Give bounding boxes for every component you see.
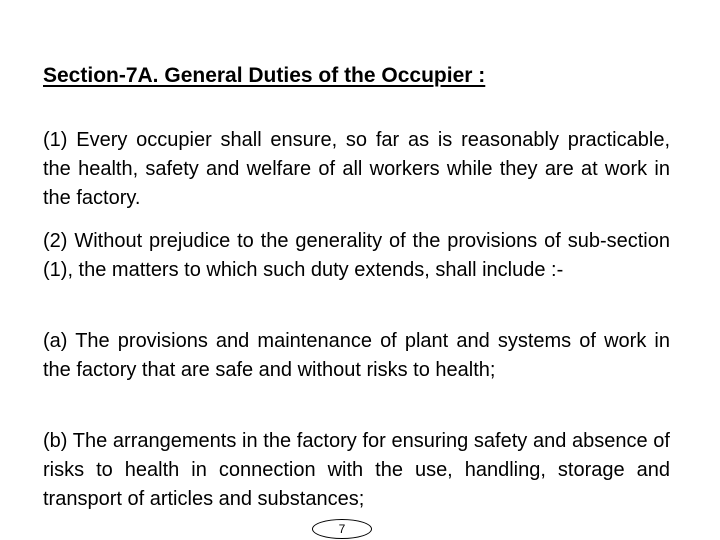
- section-heading: Section-7A. General Duties of the Occupier :: [43, 64, 486, 87]
- paragraph-2: (2) Without prejudice to the generality of the provisions of sub-section (1), the matters to which such duty extends, shall include :-: [43, 230, 670, 281]
- paragraph-b: (b) The arrangements in the factory for ensuring safety and absence of risks to health in connection with the use, handling, storage and transport of articles and substances;: [43, 430, 670, 510]
- page-number: 7: [312, 519, 372, 539]
- paragraph-1: (1) Every occupier shall ensure, so far as is reasonably practicable, the health, safety and welfare of all workers while they are at work in the factory.: [43, 129, 670, 209]
- paragraph-a: (a) The provisions and maintenance of plant and systems of work in the factory that are safe and without risks to health;: [43, 330, 670, 381]
